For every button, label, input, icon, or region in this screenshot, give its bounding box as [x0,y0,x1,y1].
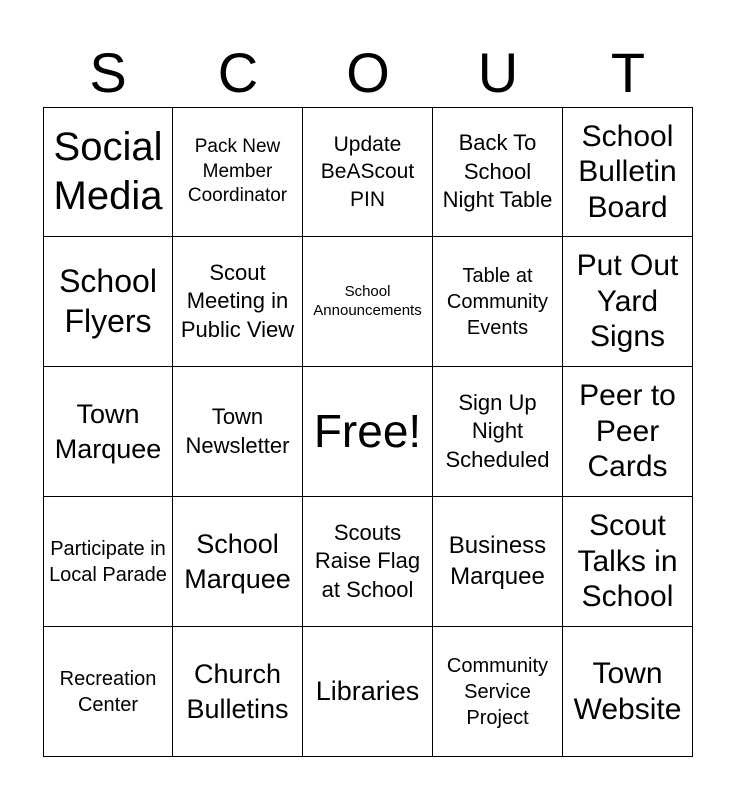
header-letter-s: S [89,41,127,104]
cell-text: Town Website [573,657,682,726]
cell-text: Back To School Night Table [442,130,553,213]
bingo-cell[interactable] [563,367,693,497]
cell-text: Pack New Member Coordinator [187,135,288,207]
bingo-cell[interactable] [303,107,433,237]
bingo-cell[interactable] [563,107,693,237]
bingo-cell[interactable] [43,107,173,237]
cell-text: Participate in Local Parade [49,537,167,586]
bingo-cell[interactable] [433,107,563,237]
bingo-cell[interactable] [563,627,693,757]
cell-text: Peer to Peer Cards [579,379,676,484]
cell-text: Town Marquee [54,399,162,464]
cell-text: Town Newsletter [185,404,290,458]
cell-text: Sign Up Night Scheduled [445,389,550,472]
cell-text: School Flyers [59,263,157,339]
bingo-cell[interactable] [433,367,563,497]
bingo-cell[interactable] [303,237,433,367]
cell-text: School Marquee [184,529,291,594]
header-letter-t: T [610,41,646,104]
bingo-cell[interactable] [433,627,563,757]
header-letter-o: O [346,41,390,104]
free-space-cell[interactable] [303,367,433,497]
bingo-cell[interactable] [43,367,173,497]
cell-text: Update BeAScout PIN [320,133,415,211]
bingo-cell[interactable] [173,107,303,237]
cell-text: Scout Talks in School [577,509,678,614]
bingo-cell[interactable] [303,497,433,627]
bingo-cell[interactable] [43,497,173,627]
bingo-cell[interactable] [173,237,303,367]
header-letter-c: C [217,41,259,104]
bingo-cell[interactable] [173,367,303,497]
bingo-cell[interactable] [173,497,303,627]
cell-text: Community Service Project [446,654,549,729]
cell-text: Table at Community Events [446,264,549,339]
cell-text: School Bulletin Board [578,119,677,224]
bingo-cell[interactable] [563,497,693,627]
cell-text: Church Bulletins [186,659,289,724]
bingo-cell[interactable] [173,627,303,757]
bingo-header [43,40,693,106]
cell-text: Free! [313,404,422,457]
cell-text: School Announcements [313,282,422,319]
cell-text: Scouts Raise Flag at School [314,519,421,602]
cell-text: Put Out Yard Signs [576,249,679,354]
cell-text: Scout Meeting in Public View [180,259,295,342]
bingo-cell[interactable] [433,497,563,627]
bingo-cell[interactable] [43,237,173,367]
bingo-board [43,107,693,757]
cell-text: Business Marquee [448,532,547,590]
header-letter-u: U [477,41,519,104]
bingo-cell[interactable] [43,627,173,757]
cell-text: Social Media [53,125,163,218]
bingo-cell[interactable] [563,237,693,367]
bingo-cell[interactable] [303,627,433,757]
bingo-cell[interactable] [433,237,563,367]
cell-text: Recreation Center [59,667,157,716]
cell-text: Libraries [315,676,420,707]
